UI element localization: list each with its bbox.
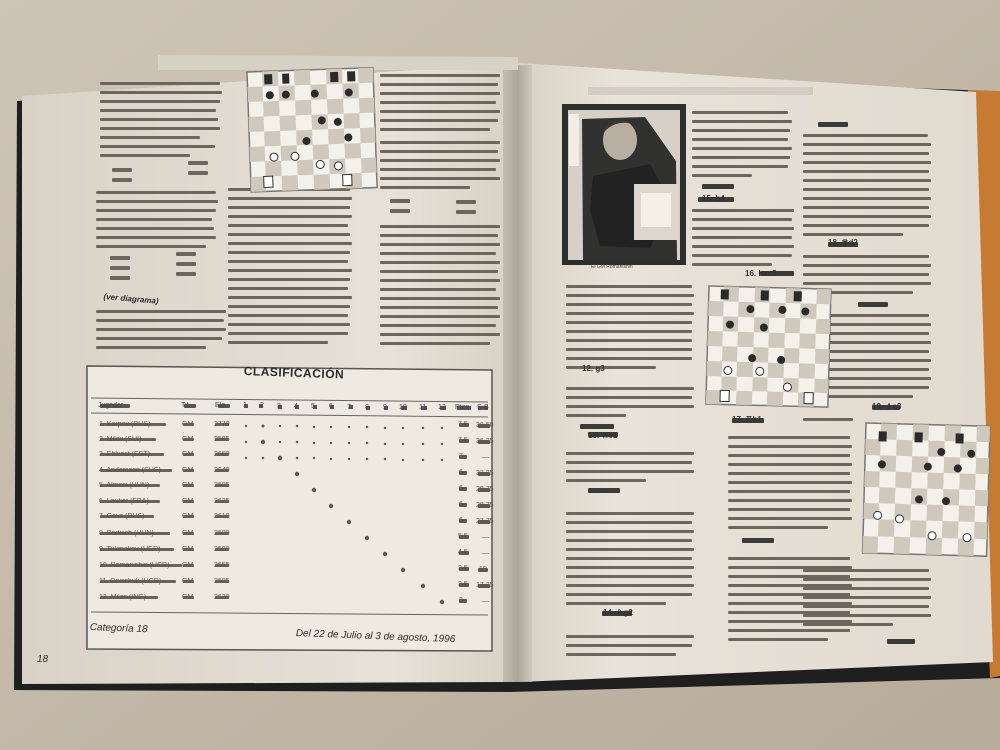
player-8-title: GM: [182, 530, 194, 537]
player-11-elo: 2605: [214, 578, 230, 585]
header-round-11: 11: [419, 404, 427, 411]
player-7-sb: 27,75: [476, 518, 494, 525]
player-2-title: GM: [182, 436, 194, 443]
player-10-elo: 2555: [214, 562, 230, 569]
player-3-title: GM: [182, 451, 194, 458]
header-round-5: 5: [311, 403, 315, 410]
header-round-12: 12: [438, 404, 446, 411]
category-label: Categoría 18: [89, 622, 148, 636]
player-10-sb: 19: [479, 566, 487, 573]
header-round-4: 4: [294, 403, 298, 410]
player-11-sb: 17,25: [476, 582, 494, 589]
player-4: 4. Andersson (SUE): [99, 467, 161, 474]
player-4-elo: 2640: [214, 467, 230, 474]
player-3-elo: 2660: [214, 451, 230, 458]
header-sb: S-B: [477, 404, 489, 411]
player-9: 9. Tukmakov (UCR): [99, 546, 161, 553]
player-4-points: 6: [459, 469, 463, 476]
player-6-points: 6: [459, 501, 463, 508]
player-1-title: GM: [182, 421, 194, 428]
player-4-sb: 33,25: [476, 470, 494, 477]
classification-title: CLASIFICACIÓN: [243, 364, 345, 382]
player-8-points: 5,5: [458, 533, 468, 540]
player-12-sb: —: [482, 598, 489, 605]
tournament-dates: Del 22 de Julio al 3 de agosto, 1996: [295, 628, 456, 646]
player-7-elo: 2610: [214, 513, 230, 520]
header-round-8: 8: [365, 404, 369, 411]
player-9-sb: —: [482, 550, 489, 557]
move-14: 14. ♘g2: [603, 608, 633, 617]
player-5: 5. Almasi (HUN): [99, 482, 150, 489]
player-1-points: 7,5: [458, 421, 468, 428]
player-6-sb: 28,75: [476, 502, 494, 509]
player-1-elo: 2770: [214, 421, 230, 428]
header-round-7: 7: [347, 404, 351, 411]
player-3-sb: —: [482, 454, 489, 461]
player-8-sb: —: [482, 534, 489, 541]
player-3: 3. Ehlvest (EST): [99, 451, 150, 458]
move-18: 18. ♕d2: [828, 238, 858, 247]
player-11-title: GM: [182, 578, 194, 585]
player-12-elo: 2630: [214, 594, 230, 601]
header-round-10: 10: [399, 404, 407, 411]
player-10-title: GM: [182, 562, 194, 569]
player-7-points: 6: [459, 517, 463, 524]
header-round-9: 9: [383, 404, 387, 411]
header-elo: Elo: [215, 402, 226, 409]
header-round-3: 3: [277, 403, 281, 410]
player-6: 6. Lautier (FRA): [99, 498, 149, 505]
player-5-sb: 29,75: [476, 486, 494, 493]
player-10: 10. Romanishin (UCR): [99, 562, 170, 569]
player-8-elo: 2600: [214, 530, 230, 537]
player-2-points: 7,5: [458, 437, 468, 444]
header-title: Tit.: [181, 402, 191, 409]
header-round-2: 2: [260, 402, 264, 409]
player-1: 1. Karpov (RUS): [99, 421, 151, 428]
header-points: Ptos.: [455, 404, 471, 411]
player-9-points: 4,5: [458, 549, 468, 556]
move-17: 17. ♖b1: [732, 415, 762, 424]
player-5-elo: 2605: [214, 482, 230, 489]
header-round-1: 1: [243, 402, 247, 409]
header-player: Jugador: [98, 402, 124, 409]
player-9-elo: 2580: [214, 546, 230, 553]
player-2-elo: 2585: [214, 436, 230, 443]
player-2: 2. Milov (SUI): [99, 436, 142, 443]
player-11-points: 3,5: [458, 581, 468, 588]
diagram-note: (ver diagrama): [103, 292, 159, 306]
player-10-points: 3,5: [458, 565, 468, 572]
player-11: 11. Onischuk (UCR): [99, 578, 162, 585]
player-12-title: GM: [182, 594, 194, 601]
player-4-title: GM: [182, 467, 194, 474]
left-page-number: 18: [37, 654, 49, 665]
player-9-title: GM: [182, 546, 194, 553]
player-2-sb: 36,25: [476, 438, 494, 445]
header-round-6: 6: [329, 403, 333, 410]
move-15: 15. b4: [702, 194, 725, 203]
player-12-points: 3: [459, 597, 463, 604]
player-5-title: GM: [182, 482, 194, 489]
player-8: 8. Portisch (HUN): [99, 530, 154, 537]
player-7-title: GM: [182, 513, 194, 520]
player-6-title: GM: [182, 498, 194, 505]
move-13: 13. ♘e1: [588, 431, 618, 440]
player-6-elo: 2625: [214, 498, 230, 505]
player-12: 12. Miles (ING): [99, 594, 147, 601]
move-19: 19. ♗e3: [872, 402, 902, 411]
move-16: 16. bxc5: [745, 269, 777, 278]
player-3-points: 7: [459, 453, 463, 460]
move-12: 12. g3: [582, 364, 605, 373]
photo-caption: El GM Romanishin: [591, 264, 633, 270]
player-5-points: 6: [459, 485, 463, 492]
player-7: 7. Gavs (RUS): [99, 513, 145, 520]
player-1-sb: 38,50: [476, 422, 494, 429]
